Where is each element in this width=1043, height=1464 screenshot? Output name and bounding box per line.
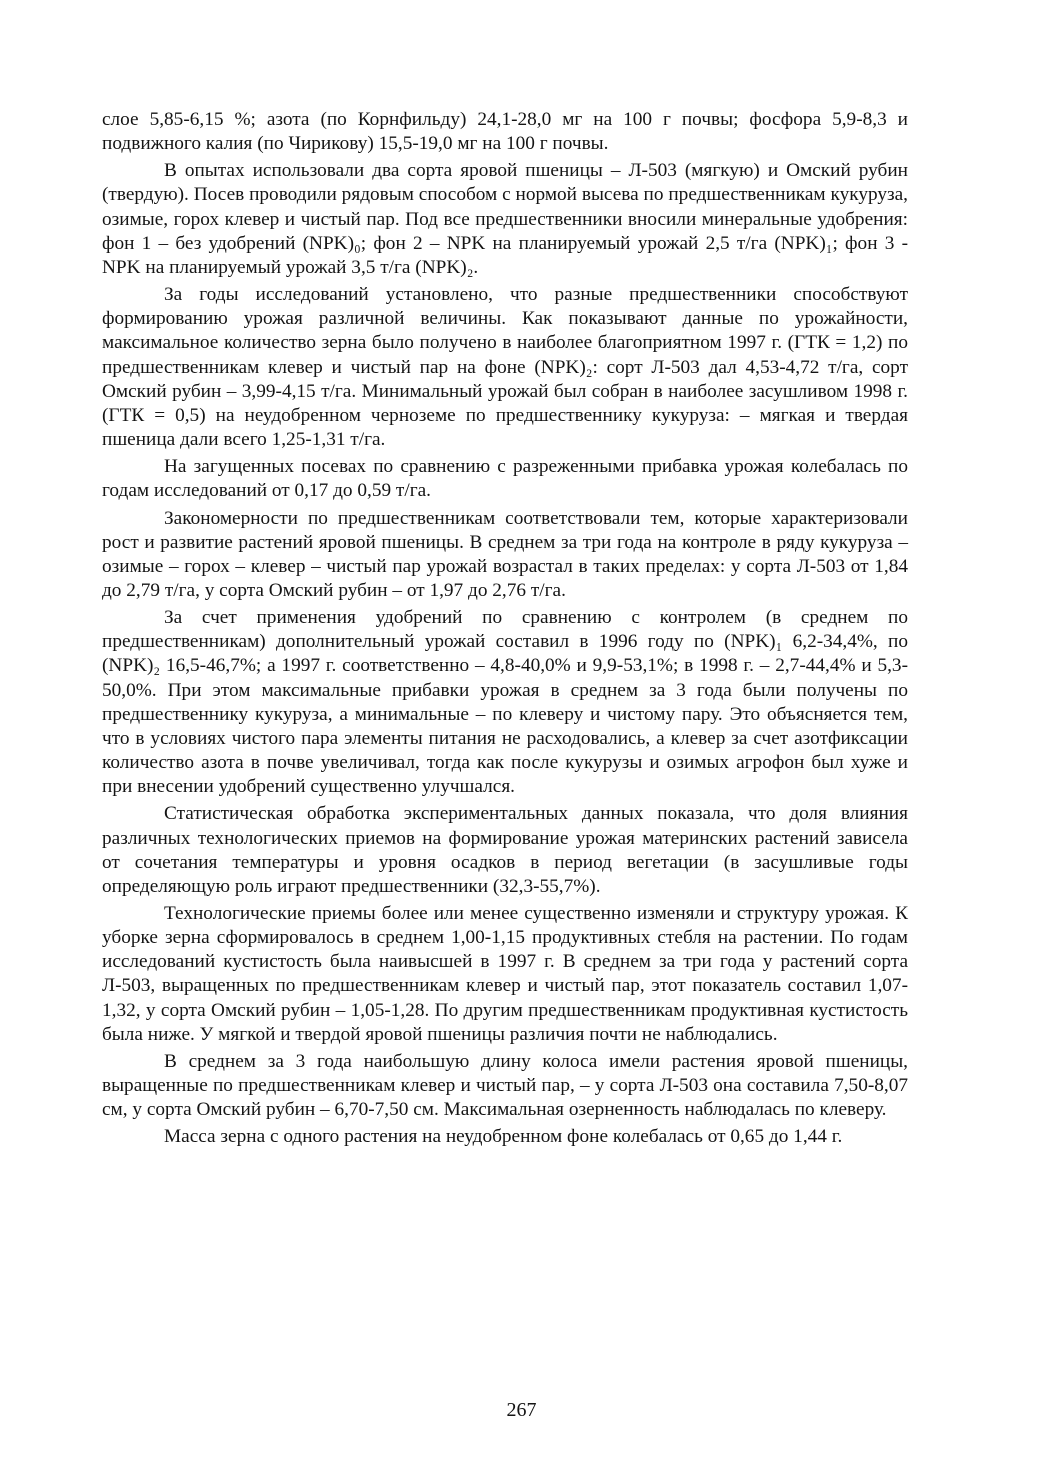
paragraph-grain-mass: Масса зерна с одного растения на неудобренном фоне колебалась от 0,65 до 1,44 г. bbox=[164, 1126, 843, 1148]
paragraph-dense-sowing: На загущенных посевах по сравнению с разреженными прибавка урожая колебалась по годам исследований от 0,17 до 0,59 т/га. bbox=[102, 456, 908, 502]
paragraph-fertilizer-effect: За счет применения удобрений по сравнению с контролем (в среднем по предшественникам) дополнительный урожай составил в 1996 году по (NPK)₁ 6,2-34,4%, по (NPK)₂ 16,5-46,7%; а 1997 г. соответственно – 4,8-40,0% и 9,9-53,1%; в 1998 г. – 2,7-44,4% и 5,3-50,0%. При этом максимальные прибавки урожая в среднем за 3 года были получены по предшественнику кукуруза, а минимальные – по клеверу и чистому пару. Это объясняется тем, что в условиях чистого пара элементы питания не расходовались, а клевер за счет азотфиксации количество азота в почве увеличивал, тогда как после кукурузы и озимых агрофон был хуже и при внесении удобрений существенно улучшался. bbox=[102, 607, 908, 798]
paragraph-statistics: Статистическая обработка экспериментальных данных показала, что доля влияния различных технологических приемов на формирование урожая материнских растений зависела от сочетания температуры и уровня осадков в период вегетации (в засушливые годы определяющую роль играют предшественники (32,3-55,7%). bbox=[102, 803, 908, 897]
paragraph-yield-results: За годы исследований установлено, что разные предшественники способствуют формированию урожая различной величины. Как показывают данные по урожайности, максимальное количество зерна было получено в наиболее благоприятном 1997 г. (ГТК = 1,2) по предшественникам клевер и чистый пар на фоне (NPK)₂: сорт Л-503 дал 4,53-4,72 т/га, сорт Омский рубин – 3,99-4,15 т/га. Минимальный урожай был собран в наиболее засушливом 1998 г. (ГТК = 0,5) на неудобренном черноземе по предшественнику кукуруза: – мягкая и твердая пшеница дали всего 1,25-1,31 т/га. bbox=[102, 284, 908, 451]
document-page bbox=[102, 108, 908, 1408]
paragraph-experiment-setup: В опытах использовали два сорта яровой пшеницы – Л-503 (мягкую) и Омский рубин (твердую). Посев проводили рядовым способом с нормой высева по предшественникам кукуруза, озимые, горох клевер и чистый пар. Под все предшественники вносили минеральные удобрения: фон 1 – без удобрений (NPK)₀; фон 2 – NPK на планируемый урожай 2,5 т/га (NPK)₁; фон 3 - NPK на планируемый урожай 3,5 т/га (NPK)₂. bbox=[102, 160, 908, 278]
paragraph-predecessor-patterns: Закономерности по предшественникам соответствовали тем, которые характеризовали рост и развитие растений яровой пшеницы. В среднем за три года на контроле в ряду кукуруза – озимые – горох – клевер – чистый пар урожай возрастал в таких пределах: у сорта Л-503 от 1,84 до 2,79 т/га, у сорта Омский рубин – от 1,97 до 2,76 т/га. bbox=[102, 507, 908, 601]
paragraph-yield-structure: Технологические приемы более или менее существенно изменяли и структуру урожая. К уборке зерна сформировалось в среднем 1,00-1,15 продуктивных стебля на растении. По годам исследований кустистость была наивысшей в 1997 г. В среднем за три года у растений сорта Л-503, выращенных по предшественникам клевер и чистый пар, этот показатель составил 1,07-1,32, у сорта Омский рубин – 1,05-1,28. По другим предшественникам продуктивная кустистость была ниже. У мягкой и твердой яровой пшеницы различия почти не наблюдались. bbox=[102, 903, 908, 1045]
paragraph-ear-length: В среднем за 3 года наибольшую длину колоса имели растения яровой пшеницы, выращенные по предшественникам клевер и чистый пар, – у сорта Л-503 она составила 7,50-8,07 см, у сорта Омский рубин – 6,70-7,50 см. Максимальная озерненность наблюдалась по клеверу. bbox=[102, 1050, 908, 1121]
paragraph-soil-composition: слое 5,85-6,15 %; азота (по Корнфильду) 24,1-28,0 мг на 100 г почвы; фосфора 5,9-8,3 и подвижного калия (по Чирикову) 15,5-19,0 мг на 100 г почвы. bbox=[102, 109, 908, 155]
page-number: 267 bbox=[506, 1399, 537, 1421]
